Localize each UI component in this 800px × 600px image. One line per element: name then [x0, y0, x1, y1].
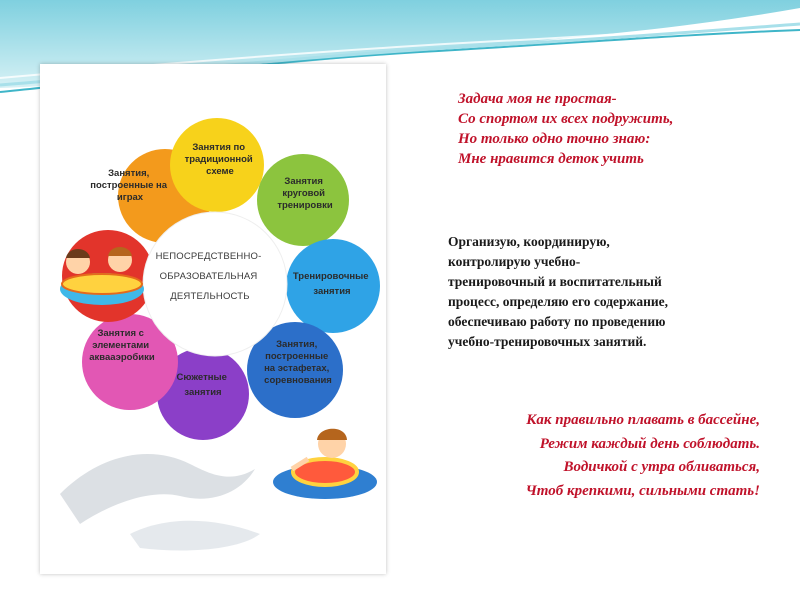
description-line: учебно-тренировочных занятий.: [448, 334, 647, 349]
petal-label-plot: Сюжетные занятия: [176, 372, 227, 398]
poster-graphic: [40, 64, 386, 574]
petal-label-games: Занятия, построенные на играх: [90, 168, 168, 203]
description-line: обеспечиваю работу по проведению: [448, 314, 666, 329]
poem-bottom: [430, 409, 760, 503]
poem-top-line: Со спортом их всех подружить,: [458, 111, 674, 127]
petal-label-traditional: Занятия по традиционной схеме: [184, 142, 253, 177]
center-label: НЕПОСРЕДСТВЕННО- ОБРАЗОВАТЕЛЬНАЯ ДЕЯТЕЛЬНОСТЬ: [155, 251, 262, 302]
poem-top-line: Задача моя не простая-: [458, 91, 617, 107]
petal-label-relay: Занятия, построенные на эстафетах, соревнования: [264, 339, 332, 386]
poem-bottom-line: Как правильно плавать в бассейне,: [526, 412, 760, 428]
activity-poster: [40, 64, 386, 574]
dolphin-decoration: [60, 454, 260, 550]
description-text: [448, 232, 778, 352]
poem-bottom-line: Режим каждый день соблюдать.: [539, 435, 760, 452]
boy-swim-ring-illustration: [273, 429, 377, 499]
poem-bottom-line: Водичкой с утра обливаться,: [563, 459, 760, 475]
description-line: тренировочный и воспитательный: [448, 274, 662, 289]
poem-bottom-line: Чтоб крепкими, сильными стать!: [525, 482, 760, 499]
center-circle: [143, 212, 287, 356]
poem-top: [458, 89, 673, 169]
petal-traditional: [170, 118, 264, 212]
petal-label-training: Тренировочные занятия: [292, 271, 369, 297]
description-line: Организую, координирую,: [448, 234, 610, 249]
poem-top-line: Мне нравится деток учить: [458, 151, 644, 167]
poem-top-line: Но только одно точно знаю:: [458, 131, 651, 147]
description-line: процесс, определяю его содержание,: [448, 294, 669, 309]
petal-label-aquaerobics: Занятия с элементами аквааэробики: [89, 328, 155, 363]
description-line: контролирую учебно-: [448, 254, 581, 269]
petal-label-circuit: Занятия круговой тренировки: [277, 176, 333, 211]
